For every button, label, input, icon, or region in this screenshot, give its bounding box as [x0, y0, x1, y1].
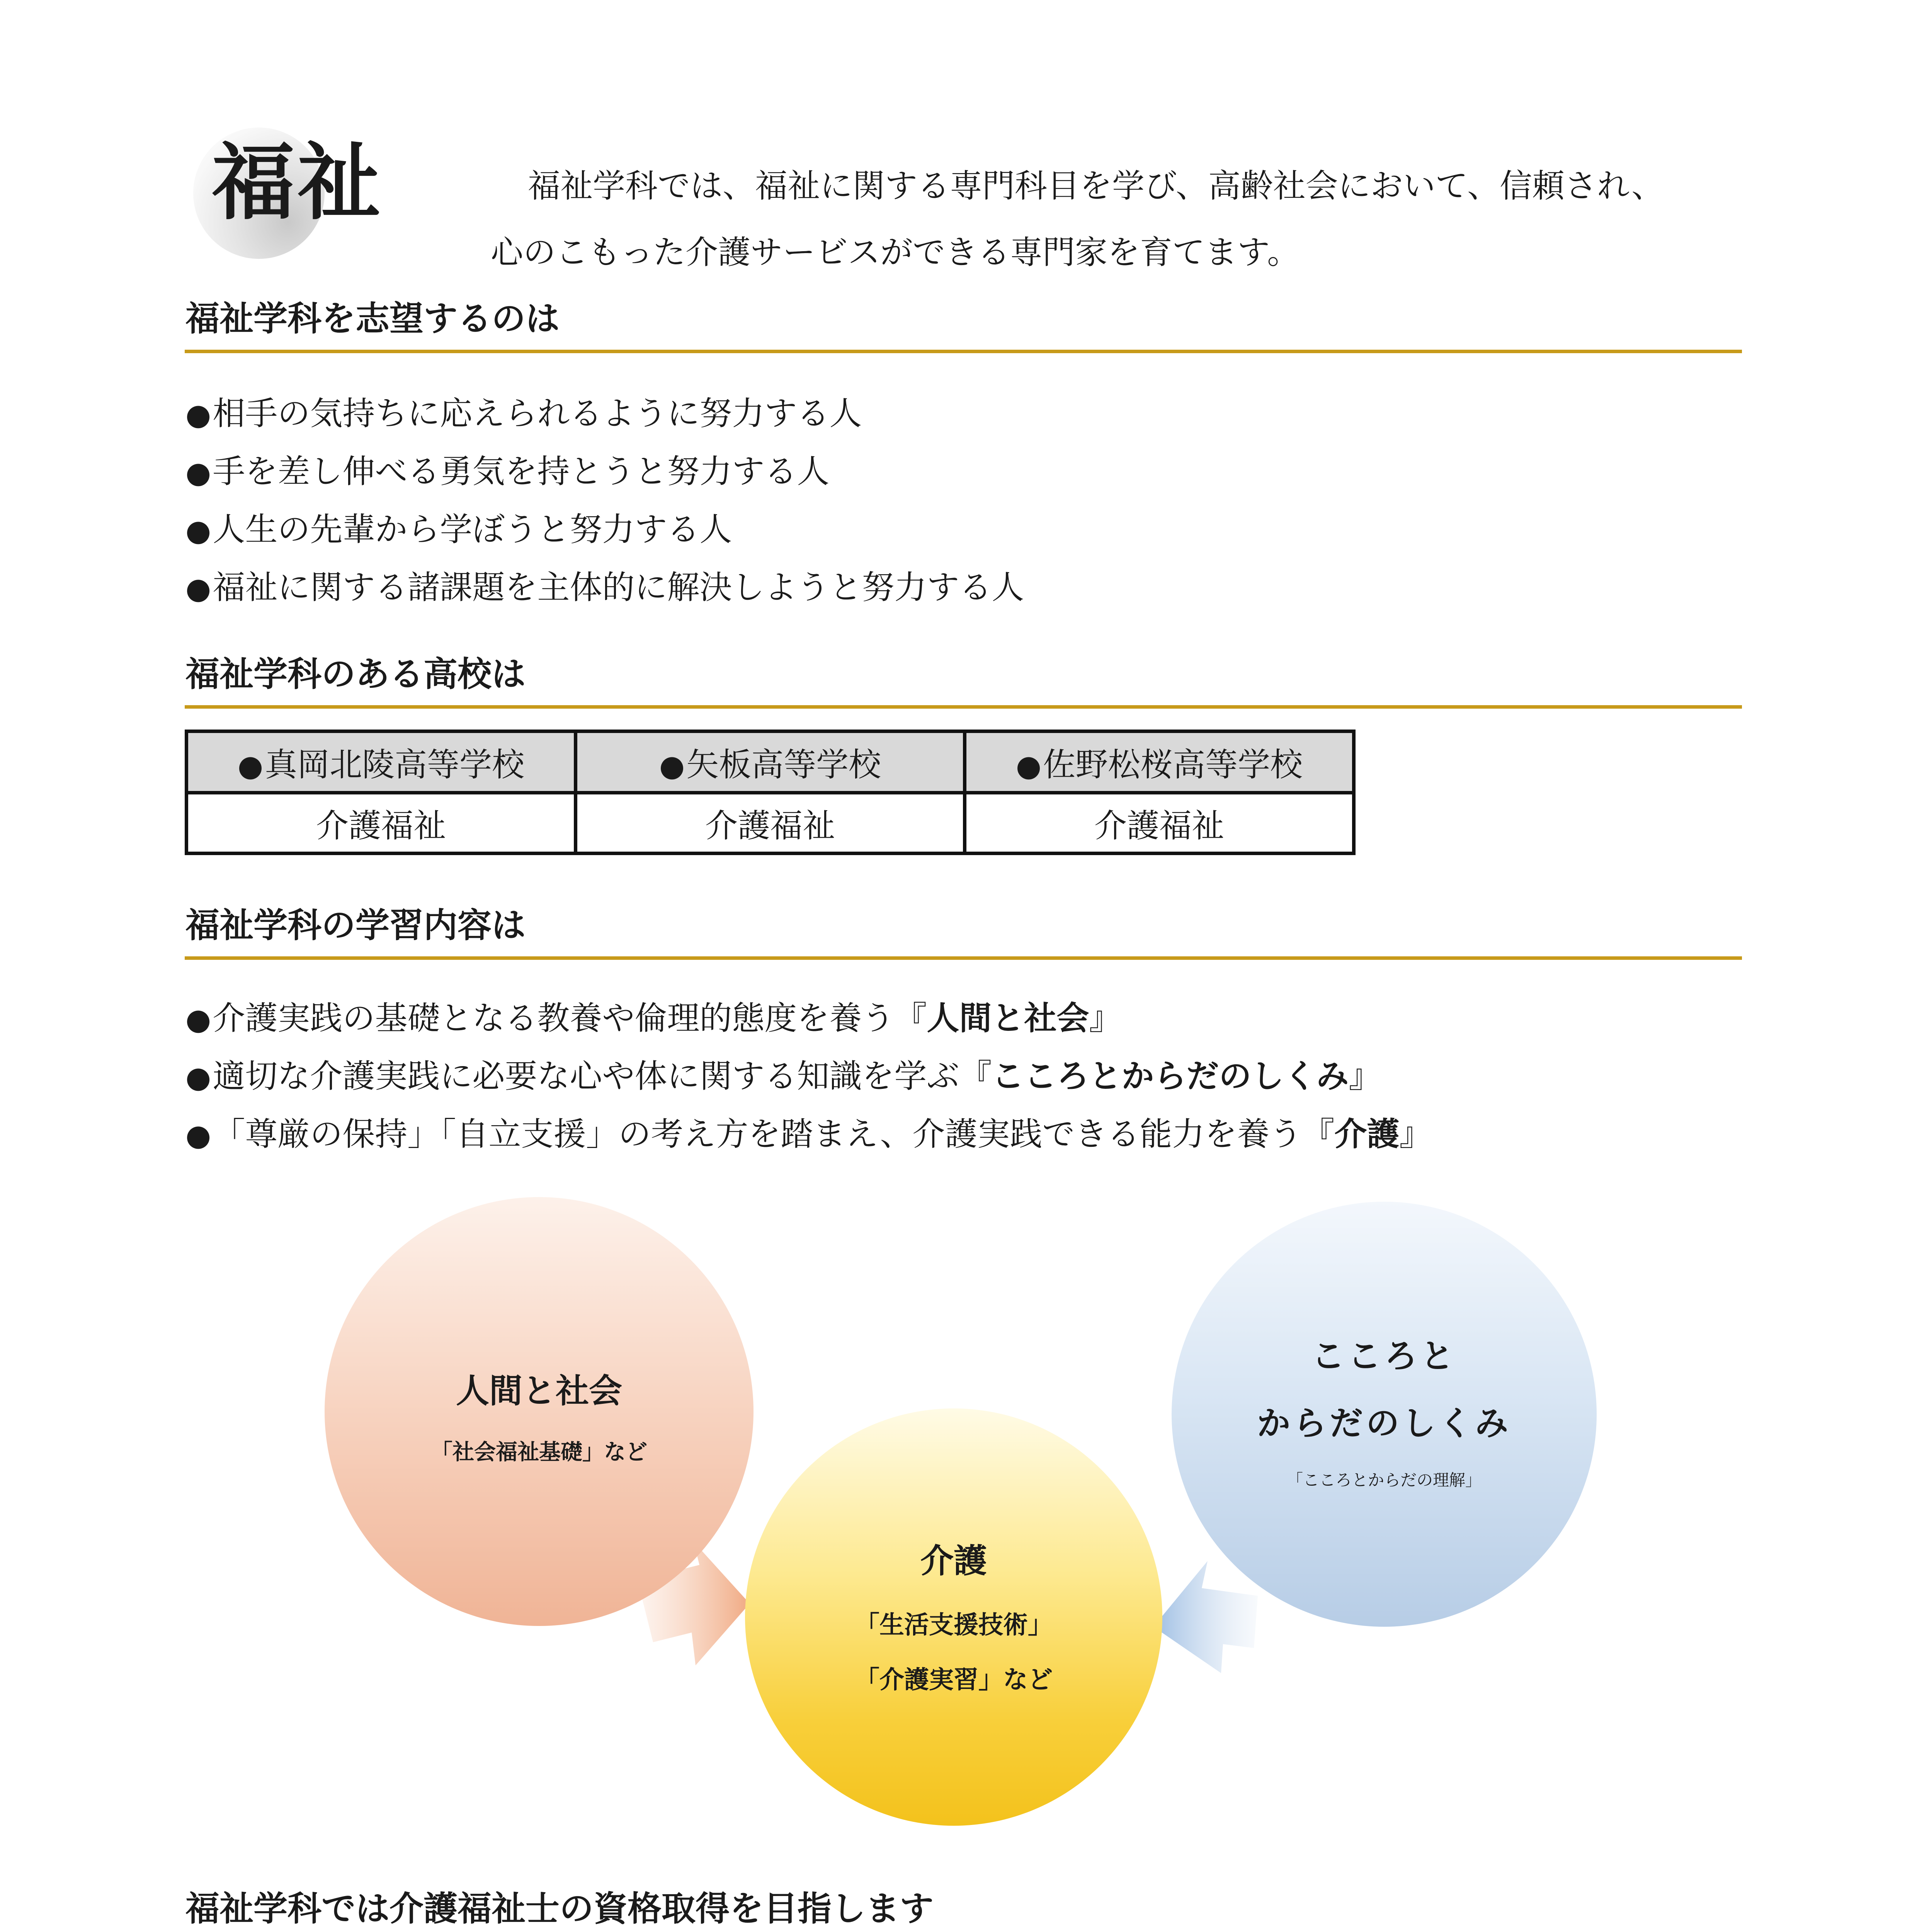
circle-title: 介護 — [920, 1542, 987, 1580]
circle-care-label — [745, 1534, 1162, 1696]
bullet-icon: ● — [1015, 748, 1042, 783]
section-heading-text: 福祉学科では介護福祉士の資格取得を目指します — [185, 1889, 934, 1929]
circle-title-line1: こころと — [1311, 1337, 1457, 1376]
section-heading-text: 福祉学科を志望するのは — [185, 299, 560, 338]
list-item: ●福祉に関する諸課題を主体的に解決しようと努力する人 — [185, 568, 1024, 606]
bullet-icon: ● — [237, 748, 264, 783]
bullet-icon: ● — [659, 748, 685, 783]
intro-line-2: 心のこもった介護サービスができる専門家を育てます。 — [491, 233, 1300, 271]
table-cell: ●矢板高等学校 — [576, 731, 965, 793]
bullet-icon: ● — [185, 1060, 211, 1094]
bullet-icon: ● — [185, 397, 211, 432]
list-item: ●介護実践の基礎となる教養や倫理的態度を養う『人間と社会』 — [185, 999, 1122, 1037]
page-title: 福祉 — [212, 134, 383, 231]
arrow-right-icon — [1153, 1561, 1258, 1673]
bullet-icon: ● — [185, 455, 211, 490]
circle-title: 人間と社会 — [456, 1372, 622, 1410]
intro-line-1: 福祉学科では、福祉に関する専門科目を学び、高齢社会において、信頼され、 — [528, 167, 1664, 205]
table-cell: 介護福祉 — [965, 793, 1354, 854]
bullet-icon: ● — [185, 1002, 211, 1036]
circle-title-line2: からだのしくみ — [1257, 1404, 1511, 1443]
circle-subtitle-2: 「介護実習」など — [855, 1666, 1053, 1694]
section-heading-qualification — [185, 1888, 1742, 1932]
list-item: ●適切な介護実践に必要な心や体に関する知識を学ぶ『こころとからだのしくみ』 — [185, 1057, 1381, 1095]
list-item: ●手を差し伸べる勇気を持とうと努力する人 — [185, 452, 830, 490]
bullet-icon: ● — [185, 513, 211, 548]
circle-subtitle-1: 「生活支援技術」 — [855, 1611, 1053, 1639]
table-cell: 介護福祉 — [187, 793, 576, 854]
section-heading-text: 福祉学科の学習内容は — [185, 905, 526, 945]
circle-subtitle: 「こころとからだの理解」 — [1286, 1471, 1482, 1490]
list-item: ●相手の気持ちに応えられるように努力する人 — [185, 395, 862, 432]
table-cell: ●真岡北陵高等学校 — [187, 731, 576, 793]
table-cell: 介護福祉 — [576, 793, 965, 854]
list-item: ●人生の先輩から学ぼうと努力する人 — [185, 510, 732, 548]
list-item: ●「尊厳の保持」「自立支援」の考え方を踏まえ、介護実践できる能力を養う『介護』 — [185, 1115, 1432, 1153]
bullet-icon: ● — [185, 1118, 211, 1152]
circle-subtitle: 「社会福祉基礎」など — [431, 1440, 647, 1465]
circle-mind-body-label — [1172, 1329, 1597, 1491]
circle-human-society-label — [325, 1364, 754, 1466]
table-cell: ●佐野松桜高等学校 — [965, 731, 1354, 793]
section-heading-text: 福祉学科のある高校は — [185, 654, 526, 694]
bullet-icon: ● — [185, 571, 211, 605]
